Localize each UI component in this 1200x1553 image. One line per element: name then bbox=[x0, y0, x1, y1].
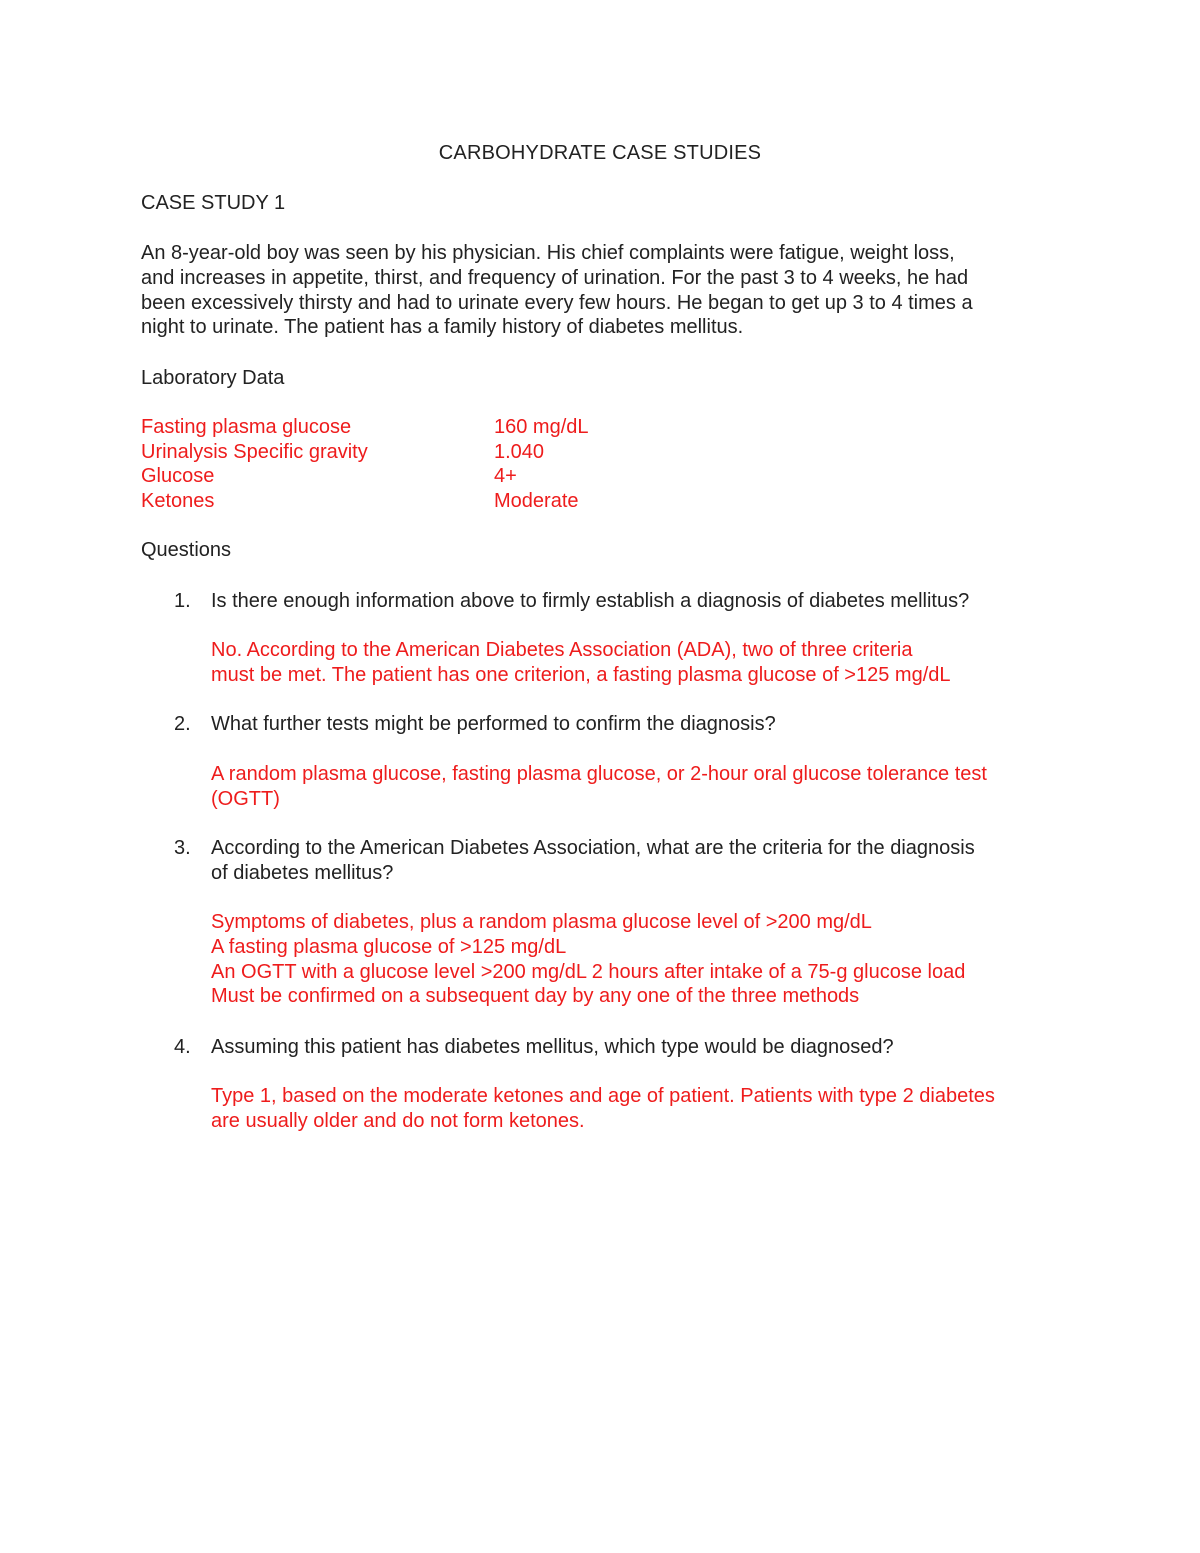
question-number: 4. bbox=[174, 1036, 191, 1058]
intro-line: been excessively thirsty and had to urinate every few hours. He began to get up 3 to 4 times a bbox=[141, 291, 973, 314]
lab-test-name: Ketones bbox=[141, 489, 215, 512]
lab-test-name: Urinalysis Specific gravity bbox=[141, 440, 368, 463]
question-line: According to the American Diabetes Association, what are the criteria for the diagnosis bbox=[211, 837, 975, 859]
question-line: Is there enough information above to firmly establish a diagnosis of diabetes mellitus? bbox=[211, 590, 970, 612]
answer-line: Symptoms of diabetes, plus a random plasma glucose level of >200 mg/dL bbox=[211, 911, 872, 933]
answer-line: A random plasma glucose, fasting plasma glucose, or 2-hour oral glucose tolerance test bbox=[211, 763, 987, 785]
answer-line: must be met. The patient has one criterion, a fasting plasma glucose of >125 mg/dL bbox=[211, 663, 951, 686]
intro-line: and increases in appetite, thirst, and frequency of urination. For the past 3 to 4 weeks, he had bbox=[141, 266, 969, 289]
answer-line: Type 1, based on the moderate ketones and age of patient. Patients with type 2 diabetes bbox=[211, 1085, 995, 1107]
case-intro-paragraph bbox=[141, 241, 1061, 340]
question-number: 3. bbox=[174, 837, 191, 859]
intro-line: An 8-year-old boy was seen by his physician. His chief complaints were fatigue, weight loss, bbox=[141, 242, 955, 264]
lab-test-value: Moderate bbox=[494, 489, 579, 512]
answer-line: Must be confirmed on a subsequent day by any one of the three methods bbox=[211, 985, 860, 1008]
case-study-heading: CASE STUDY 1 bbox=[141, 192, 286, 214]
question-line: of diabetes mellitus? bbox=[211, 861, 394, 884]
document-title: CARBOHYDRATE CASE STUDIES bbox=[438, 142, 762, 164]
answer-text bbox=[211, 638, 1081, 688]
answer-text bbox=[211, 1084, 1081, 1134]
answer-text bbox=[211, 762, 1081, 812]
answer-line: are usually older and do not form ketones. bbox=[211, 1109, 585, 1132]
question-line: What further tests might be performed to confirm the diagnosis? bbox=[211, 713, 776, 735]
question-line: Assuming this patient has diabetes mellitus, which type would be diagnosed? bbox=[211, 1036, 894, 1058]
question-number: 1. bbox=[174, 590, 191, 612]
lab-test-value: 1.040 bbox=[494, 440, 545, 463]
answer-text bbox=[211, 910, 1081, 1009]
question-number: 2. bbox=[174, 713, 191, 735]
lab-test-name: Glucose bbox=[141, 465, 215, 488]
answer-line: A fasting plasma glucose of >125 mg/dL bbox=[211, 935, 567, 958]
question-text bbox=[211, 589, 1061, 614]
answer-line: (OGTT) bbox=[211, 787, 280, 810]
lab-test-name: Fasting plasma glucose bbox=[141, 416, 352, 438]
laboratory-data-heading: Laboratory Data bbox=[141, 367, 285, 389]
question-text bbox=[211, 1035, 1061, 1060]
answer-line: An OGTT with a glucose level >200 mg/dL 2 hours after intake of a 75-g glucose load bbox=[211, 960, 966, 983]
intro-line: night to urinate. The patient has a family history of diabetes mellitus. bbox=[141, 316, 744, 339]
question-text bbox=[211, 836, 1061, 886]
questions-heading: Questions bbox=[141, 539, 232, 561]
answer-line: No. According to the American Diabetes Association (ADA), two of three criteria bbox=[211, 639, 913, 661]
question-text bbox=[211, 712, 1061, 737]
lab-test-value: 160 mg/dL bbox=[494, 416, 589, 438]
lab-test-value: 4+ bbox=[494, 465, 517, 488]
